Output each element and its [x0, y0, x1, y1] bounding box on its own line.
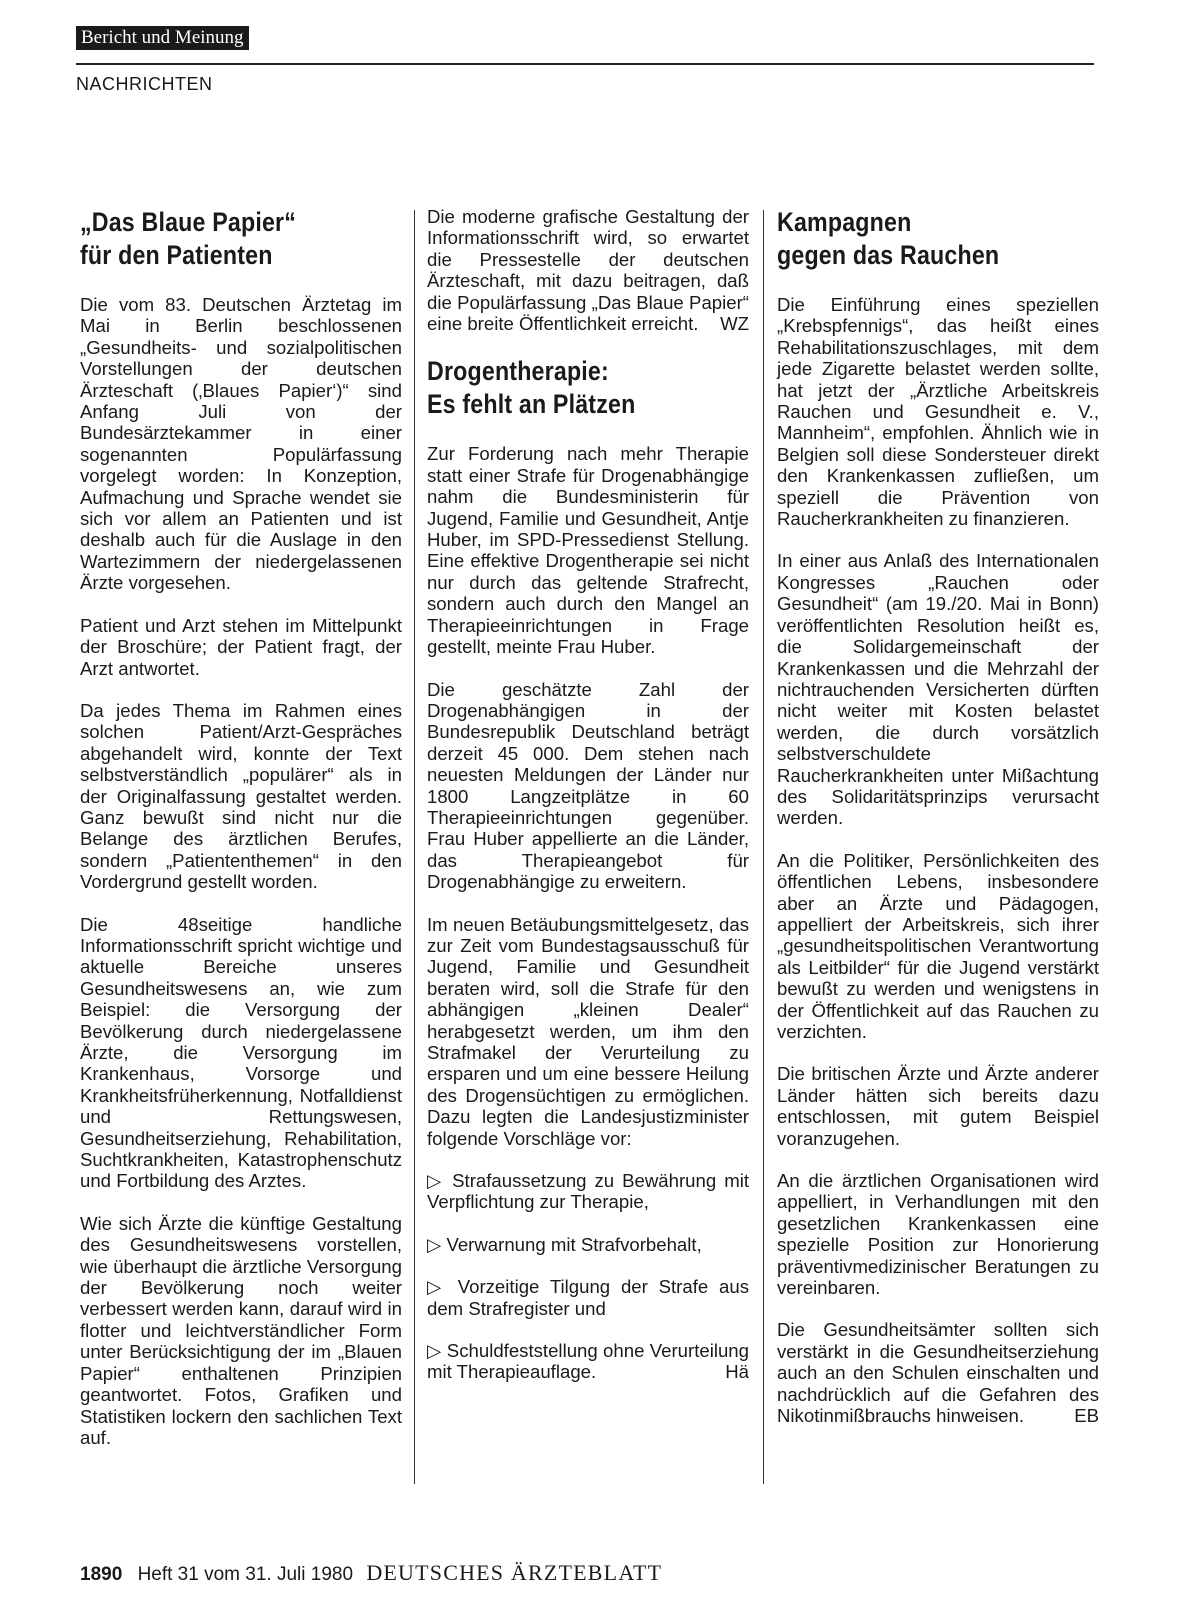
article-title: „Das Blaue Papier“ für den Patienten [80, 207, 297, 270]
paragraph: Die britischen Ärzte und Ärzte anderer Länder hätten sich bereits dazu entschlossen, mit gutem Beispiel voranzugehen. [777, 1063, 1099, 1149]
rubric-label: NACHRICHTEN [76, 74, 213, 94]
paragraph: Im neuen Betäubungsmittelgesetz, das zur Zeit vom Bundestagsausschuß für Jugend, Familie und Gesundheit beraten wird, soll die Strafe für den abhängigen „kleinen Dealer“ herabgesetzt werden, um ihm den Strafmakel der Verurteilung zu ersparen und um eine bessere Heilung des Drogensüchtigen zu ermöglichen. Dazu legten die Landesjustizminister folgende Vorschläge vor: [427, 913, 749, 1149]
paragraph: Wie sich Ärzte die künftige Gestaltung des Gesundheitswesens vorstellen, wie überhaupt die ärztliche Versorgung der Bevölkerung noch weiter verbessert werden kann, darauf wird in flotter und leichtverständlicher Form unter Berücksichtigung der im „Blauen Papier“ enthaltenen Prinzipien geantwortet. Fotos, Grafiken und Statistiken lockern den sachlichen Text auf. [80, 1212, 402, 1448]
article-drogentherapie [427, 355, 749, 1382]
paragraph: Zur Forderung nach mehr Therapie statt einer Strafe für Drogenabhängige nahm die Bundesministerin für Jugend, Familie und Gesundheit, Antje Huber, im SPD-Pressedienst Stellung. Eine effektive Drogentherapie sei nicht nur durch das geltende Strafrecht, sondern auch durch den Mangel an Therapieeinrichtungen in Frage gestellt, meinte Frau Huber. [427, 443, 749, 658]
page-number: 1890 [80, 1564, 123, 1585]
column-divider [414, 210, 415, 1484]
column-divider [763, 210, 764, 1484]
paragraph: Die Gesundheitsämter sollten sich verstärkt in die Gesundheitserziehung auch an den Schulen einschalten und nachdrücklich auf die Gefahren des Nikotinmißbrauchs hinweisen. EB [777, 1319, 1099, 1427]
paragraph: Die Einführung eines speziellen „Krebspfennigs“, das heißt eines Rehabilitationszuschlages, mit dem jede Zigarette belastet werden sollte, hat jetzt der „Ärztliche Arbeitskreis Rauchen und Gesundheit e. V., Mannheim“, empfohlen. Ähnlich wie in Belgien soll diese Sondersteuer direkt den Krankenkassen zufließen, um speziell die Prävention von Raucherkrankheiten zu finanzieren. [777, 294, 1099, 530]
paragraph: An die ärztlichen Organisationen wird appelliert, in Verhandlungen mit den gesetzlichen Krankenkassen eine spezielle Position zur Honorierung präventivmedizinischer Beratungen zu vereinbaren. [777, 1170, 1099, 1299]
paragraph: Die 48seitige handliche Informationsschrift spricht wichtige und aktuelle Bereiche unseres Gesundheitswesens an, wie zum Beispiel: die Versorgung der Bevölkerung durch niedergelassene Ärzte, die Versorgung im Krankenhaus, Vorsorge und Krankheitsfrüherkennung, Notfalldienst und Rettungswesen, Gesundheitserziehung, Rehabilitation, Suchtkrankheiten, Katastrophenschutz und Fortbildung des Arztes. [80, 913, 402, 1192]
article-title: Drogentherapie: Es fehlt an Plätzen [427, 356, 636, 420]
paragraph: An die Politiker, Persönlichkeiten des öffentlichen Lebens, insbesondere aber an Ärzte und Pädagogen, appelliert der Arbeitskreis, sich ihrer „gesundheitspolitischen Verantwortung als Leitbilder“ für die Jugend verstärkt bewußt zu werden und wenigstens in der Öffentlichkeit auf das Rauchen zu verzichten. [777, 849, 1099, 1042]
column-middle [427, 206, 749, 1404]
page-footer [80, 1560, 662, 1586]
paragraph: Die vom 83. Deutschen Ärztetag im Mai in Berlin beschlossenen „Gesundheits- und sozialpolitischen Vorstellungen der deutschen Ärzteschaft (‚Blaues Papier‘)“ sind Anfang Juli von der Bundesärztekammer in einer sogenannten Populärfassung vorgelegt worden: In Konzeption, Aufmachung und Sprache wendet sie sich vor allem an Patienten und ist deshalb auch für die Auslage in den Wartezimmern der niedergelassenen Ärzte vorgesehen. [80, 294, 402, 594]
list-item: ▷ Strafaussetzung zu Bewährung mit Verpflichtung zur Therapie, [427, 1170, 749, 1213]
author-signature: Hä [725, 1361, 749, 1383]
list-item: ▷ Verwarnung mit Strafvorbehalt, [427, 1233, 702, 1255]
list-item: ▷ Schuldfeststellung ohne Verurteilung mit Therapieauflage. Hä [427, 1340, 749, 1383]
paragraph: In einer aus Anlaß des Internationalen Kongresses „Rauchen oder Gesundheit“ (am 19./20. Mai in Bonn) veröffentlichten Resolution heißt es, die Solidargemeinschaft der Krankenkassen und die Mehrzahl der nichtrauchenden Versicherten dürften nicht weiter mit Kosten belastet werden, die durch vorsätzlich selbstverschuldete Raucherkrankheiten unter Mißachtung des Solidaritätsprinzips verursacht werden. [777, 550, 1099, 829]
paragraph-continuation: Die moderne grafische Gestaltung der Informationsschrift wird, so erwartet die Pressestelle der deutschen Ärzteschaft, mit dazu beitragen, daß die Populärfassung „Das Blaue Papier“ eine breite Öffentlichkeit erreicht. WZ [427, 206, 749, 335]
author-signature: WZ [720, 313, 749, 335]
journal-name: DEUTSCHES ÄRZTEBLATT [366, 1560, 663, 1585]
list-item: ▷ Vorzeitige Tilgung der Strafe aus dem Strafregister und [427, 1276, 749, 1319]
paragraph: Die geschätzte Zahl der Drogenabhängigen in der Bundesrepublik Deutschland beträgt derzeit 45 000. Dem stehen nach neuesten Meldungen der Länder nur 1800 Langzeitplätze in 60 Therapieeinrichtungen gegenüber. Frau Huber appellierte an die Länder, das Therapieangebot für Drogenabhängige zu erweitern. [427, 678, 749, 893]
article-rauchen [777, 206, 1099, 1448]
paragraph: Da jedes Thema im Rahmen eines solchen Patient/Arzt-Gespräches abgehandelt wird, konnte der Text selbstverständlich „populärer“ als in der Originalfassung gestaltet werden. Ganz bewußt sind nicht nur die Belange des ärztlichen Berufes, sondern „Patiententhemen“ in den Vordergrund gestellt worden. [80, 699, 402, 893]
paragraph: Patient und Arzt stehen im Mittelpunkt der Broschüre; der Patient fragt, der Arzt antwortet. [80, 614, 402, 679]
article-title: Kampagnen gegen das Rauchen [777, 207, 1000, 270]
article-blaues-papier [80, 206, 402, 1469]
header-rule [76, 63, 1094, 65]
issue-info: Heft 31 vom 31. Juli 1980 [137, 1564, 354, 1585]
author-signature: EB [1074, 1405, 1099, 1427]
section-label: Bericht und Meinung [76, 26, 249, 50]
